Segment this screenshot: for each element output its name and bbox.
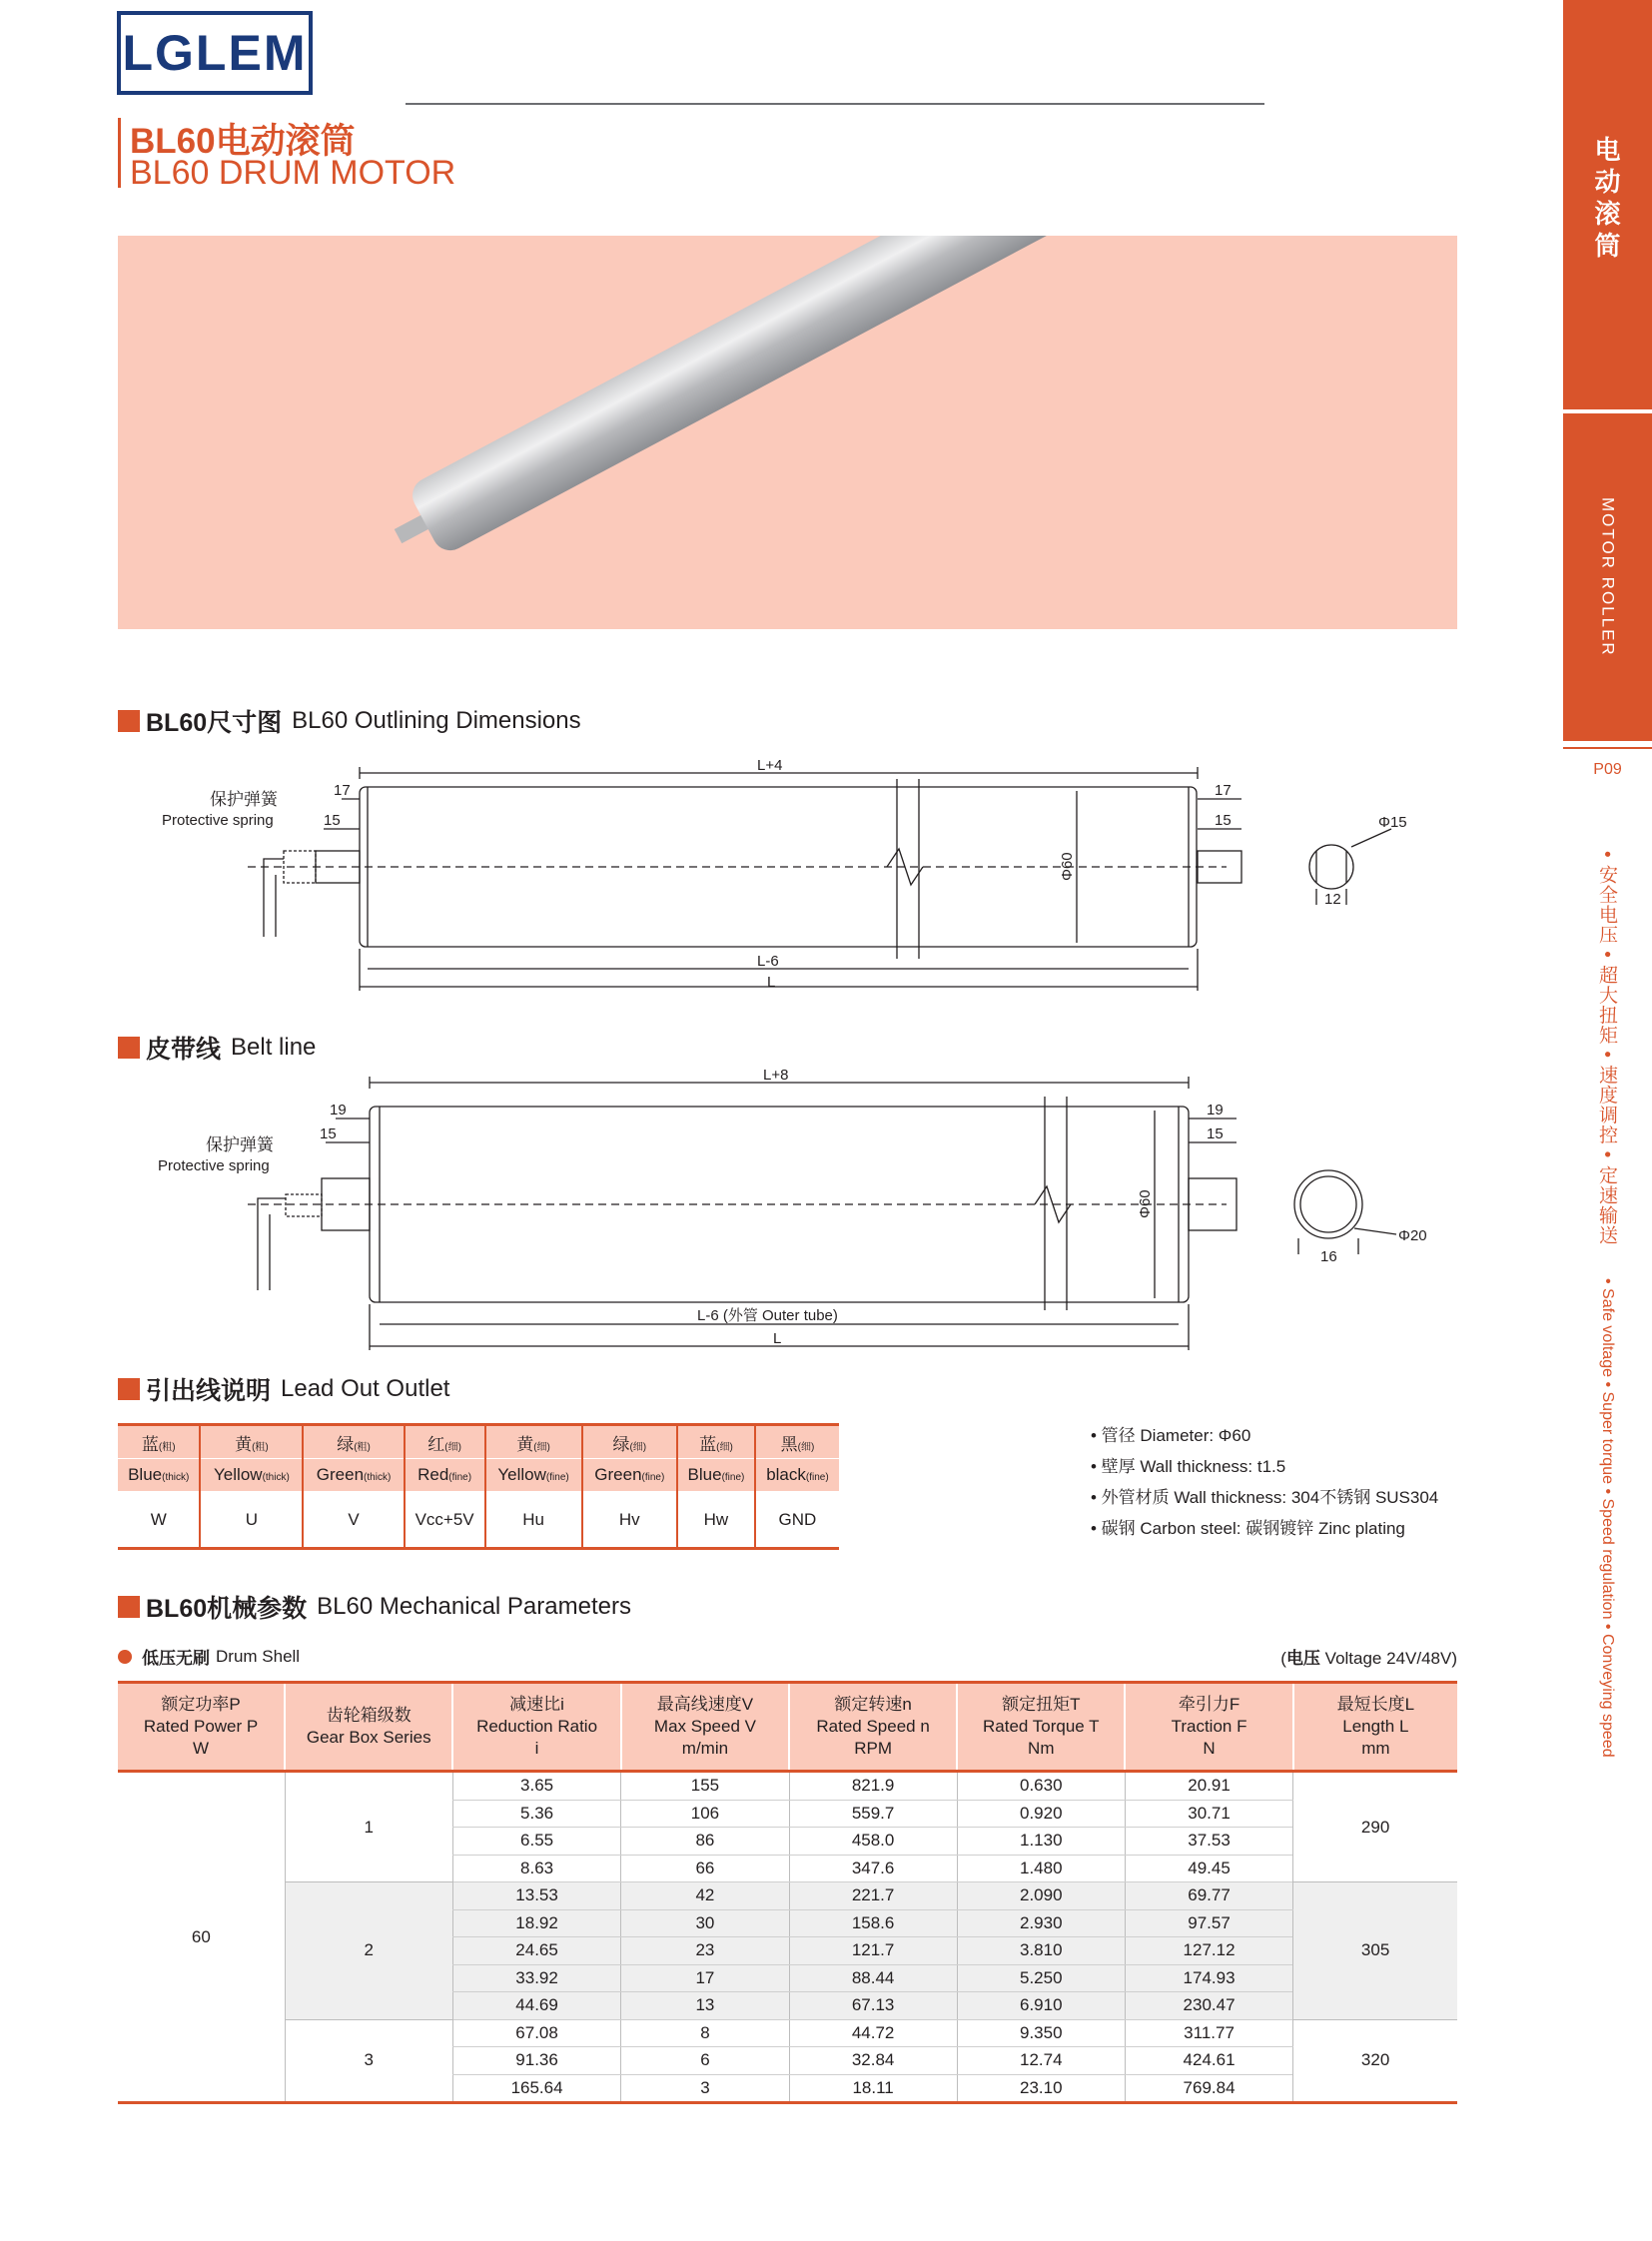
lead-out-table [118, 1423, 839, 1550]
lead-cell-value: Hu [485, 1492, 582, 1549]
lead-cell-cn: 蓝(粗) [118, 1425, 200, 1459]
data-cell: 20.91 [1125, 1772, 1292, 1801]
svg-text:L+8: L+8 [763, 1069, 789, 1084]
lead-cell-en: Green(thick) [303, 1459, 404, 1492]
svg-text:Protective spring: Protective spring [158, 1157, 270, 1174]
data-cell: 66 [621, 1855, 789, 1882]
voltage-label: (电压 Voltage 24V/48V) [1280, 1649, 1457, 1668]
section-heading-mechanical: BL60机械参数 BL60 Mechanical Parameters [118, 1590, 631, 1624]
column-header: 额定转速n Rated Speed n RPM [789, 1683, 957, 1772]
data-cell: 32.84 [789, 2047, 957, 2075]
data-cell: 769.84 [1125, 2074, 1292, 2103]
data-cell: 37.53 [1125, 1828, 1292, 1856]
data-cell: 230.47 [1125, 1992, 1292, 2020]
lead-values [118, 1492, 839, 1549]
drum-shell-label: 低压无刷 Drum Shell [118, 1644, 300, 1669]
data-cell: 174.93 [1125, 1964, 1292, 1992]
gear-series-cell: 1 [285, 1772, 452, 1882]
data-cell: 165.64 [452, 2074, 621, 2103]
spec-list [1091, 1420, 1438, 1544]
svg-text:17: 17 [1215, 782, 1232, 799]
data-cell: 13 [621, 1992, 789, 2020]
data-cell: 67.08 [452, 2019, 621, 2047]
lead-cell-value: W [118, 1492, 200, 1549]
lead-cell-value: GND [755, 1492, 839, 1549]
section-heading-dimensions: BL60尺寸图 BL60 Outlining Dimensions [118, 704, 581, 738]
drum-motor-image [118, 236, 1457, 629]
data-cell: 42 [621, 1882, 789, 1910]
data-cell: 106 [621, 1800, 789, 1828]
lead-cell-cn: 黄(粗) [200, 1425, 303, 1459]
svg-text:Φ60: Φ60 [1137, 1189, 1154, 1218]
data-cell: 0.920 [957, 1800, 1125, 1828]
column-header: 额定扭矩T Rated Torque T Nm [957, 1683, 1125, 1772]
section-marker [118, 1037, 140, 1059]
svg-text:Protective spring: Protective spring [162, 812, 274, 829]
svg-text:19: 19 [330, 1102, 347, 1119]
spec-item: • 外管材质 Wall thickness: 304不锈钢 SUS304 [1091, 1488, 1439, 1507]
svg-text:15: 15 [1207, 1125, 1224, 1142]
section-heading-lead-out: 引出线说明 Lead Out Outlet [118, 1372, 449, 1406]
lead-cell-cn: 绿(细) [582, 1425, 677, 1459]
svg-text:15: 15 [320, 1125, 337, 1142]
features-en: • Safe voltage • Super torque • Speed regulation • Conveying speed [1599, 1278, 1616, 1758]
page-number: P09 [1593, 761, 1622, 778]
data-cell: 9.350 [957, 2019, 1125, 2047]
svg-text:Φ15: Φ15 [1378, 814, 1407, 831]
data-cell: 67.13 [789, 1992, 957, 2020]
lead-cell-en: Yellow(fine) [485, 1459, 582, 1492]
data-cell: 8.63 [452, 1855, 621, 1882]
gear-series-cell: 3 [285, 2019, 452, 2103]
data-cell: 30.71 [1125, 1800, 1292, 1828]
data-cell: 0.630 [957, 1772, 1125, 1801]
dimension-drawing [118, 759, 1456, 1019]
column-header: 减速比i Reduction Ratio i [452, 1683, 621, 1772]
data-cell: 6.910 [957, 1992, 1125, 2020]
data-cell: 821.9 [789, 1772, 957, 1801]
tube-body [407, 236, 1114, 556]
header-rule [406, 103, 1264, 105]
table-row [118, 1882, 1457, 1910]
data-cell: 5.250 [957, 1964, 1125, 1992]
length-cell: 320 [1293, 2019, 1457, 2103]
bullet-dot [118, 1650, 132, 1664]
lead-cell-cn: 绿(粗) [303, 1425, 404, 1459]
page-title-cn: BL60电动滚筒 [130, 122, 356, 161]
data-cell: 91.36 [452, 2047, 621, 2075]
page-title-en: BL60 DRUM MOTOR [130, 154, 456, 192]
lead-cell-value: V [303, 1492, 404, 1549]
data-cell: 18.92 [452, 1909, 621, 1937]
data-cell: 458.0 [789, 1828, 957, 1856]
section-marker [118, 710, 140, 732]
column-header: 最高线速度V Max Speed V m/min [621, 1683, 789, 1772]
column-header: 牵引力F Traction F N [1125, 1683, 1292, 1772]
data-cell: 2.930 [957, 1909, 1125, 1937]
data-cell: 88.44 [789, 1964, 957, 1992]
brand-logo: LGLEM [117, 11, 313, 95]
data-cell: 559.7 [789, 1800, 957, 1828]
data-cell: 121.7 [789, 1937, 957, 1965]
section-marker [118, 1596, 140, 1618]
lead-header-cn [118, 1425, 839, 1459]
lead-header-en [118, 1459, 839, 1492]
data-cell: 347.6 [789, 1855, 957, 1882]
data-cell: 155 [621, 1772, 789, 1801]
data-cell: 44.72 [789, 2019, 957, 2047]
data-cell: 2.090 [957, 1882, 1125, 1910]
column-header: 最短长度L Length L mm [1293, 1683, 1457, 1772]
svg-text:Φ60: Φ60 [1059, 852, 1076, 881]
data-cell: 86 [621, 1828, 789, 1856]
data-cell: 18.11 [789, 2074, 957, 2103]
power-cell: 60 [118, 1772, 285, 2103]
data-cell: 33.92 [452, 1964, 621, 1992]
svg-text:Φ20: Φ20 [1398, 1227, 1427, 1244]
data-cell: 221.7 [789, 1882, 957, 1910]
data-cell: 30 [621, 1909, 789, 1937]
title-accent-bar [118, 118, 121, 188]
side-title-en: MOTOR ROLLER [1598, 497, 1618, 657]
gear-series-cell: 2 [285, 1882, 452, 2020]
spec-item: • 碳钢 Carbon steel: 碳钢镀锌 Zinc plating [1091, 1519, 1405, 1538]
spec-item: • 壁厚 Wall thickness: t1.5 [1091, 1457, 1286, 1476]
svg-text:16: 16 [1320, 1248, 1337, 1265]
data-cell: 23 [621, 1937, 789, 1965]
svg-text:12: 12 [1324, 891, 1341, 908]
mechanical-parameters-table [118, 1681, 1457, 2104]
side-title-cn: 电动滚筒 [1594, 135, 1621, 261]
lead-cell-value: U [200, 1492, 303, 1549]
lead-cell-cn: 黄(细) [485, 1425, 582, 1459]
data-cell: 97.57 [1125, 1909, 1292, 1937]
belt-line-drawing [118, 1069, 1456, 1368]
lead-cell-en: Blue(thick) [118, 1459, 200, 1492]
svg-text:15: 15 [1215, 812, 1232, 829]
data-cell: 69.77 [1125, 1882, 1292, 1910]
features-cn: • 安全电压 • 超大扭矩 • 速度调控 • 定速输送 [1596, 851, 1617, 1245]
svg-text:L+4: L+4 [757, 759, 783, 774]
data-cell: 6.55 [452, 1828, 621, 1856]
svg-text:保护弹簧: 保护弹簧 [206, 1135, 274, 1154]
section-heading-belt-line: 皮带线 Belt line [118, 1031, 316, 1065]
data-cell: 3 [621, 2074, 789, 2103]
table-row [118, 2019, 1457, 2047]
lead-cell-value: Vcc+5V [405, 1492, 485, 1549]
table-header-row [118, 1683, 1457, 1772]
lead-cell-en: black(fine) [755, 1459, 839, 1492]
data-cell: 17 [621, 1964, 789, 1992]
data-cell: 23.10 [957, 2074, 1125, 2103]
data-cell: 158.6 [789, 1909, 957, 1937]
data-cell: 3.65 [452, 1772, 621, 1801]
data-cell: 3.810 [957, 1937, 1125, 1965]
column-header: 齿轮箱级数 Gear Box Series [285, 1683, 452, 1772]
svg-text:17: 17 [334, 782, 351, 799]
lead-cell-cn: 黑(细) [755, 1425, 839, 1459]
data-cell: 311.77 [1125, 2019, 1292, 2047]
spec-item: • 管径 Diameter: Φ60 [1091, 1426, 1251, 1445]
section-marker [118, 1378, 140, 1400]
svg-text:19: 19 [1207, 1102, 1224, 1119]
side-rule [1563, 747, 1652, 749]
lead-cell-en: Blue(fine) [677, 1459, 755, 1492]
length-cell: 290 [1293, 1772, 1457, 1882]
svg-text:保护弹簧: 保护弹簧 [210, 790, 278, 809]
lead-cell-value: Hv [582, 1492, 677, 1549]
data-cell: 24.65 [452, 1937, 621, 1965]
svg-text:L-6: L-6 [757, 953, 779, 970]
data-cell: 127.12 [1125, 1937, 1292, 1965]
data-cell: 5.36 [452, 1800, 621, 1828]
data-cell: 49.45 [1125, 1855, 1292, 1882]
lead-cell-en: Green(fine) [582, 1459, 677, 1492]
svg-text:L: L [767, 974, 776, 991]
data-cell: 8 [621, 2019, 789, 2047]
data-cell: 44.69 [452, 1992, 621, 2020]
data-cell: 12.74 [957, 2047, 1125, 2075]
product-photo [118, 236, 1457, 629]
lead-cell-en: Red(fine) [405, 1459, 485, 1492]
lead-cell-cn: 红(细) [405, 1425, 485, 1459]
table-row [118, 1772, 1457, 1801]
column-header: 额定功率P Rated Power P W [118, 1683, 285, 1772]
data-cell: 1.130 [957, 1828, 1125, 1856]
svg-text:L: L [773, 1330, 782, 1347]
data-cell: 13.53 [452, 1882, 621, 1910]
data-cell: 424.61 [1125, 2047, 1292, 2075]
length-cell: 305 [1293, 1882, 1457, 2020]
svg-text:15: 15 [324, 812, 341, 829]
data-cell: 1.480 [957, 1855, 1125, 1882]
lead-cell-en: Yellow(thick) [200, 1459, 303, 1492]
lead-cell-value: Hw [677, 1492, 755, 1549]
svg-text:L-6 (外管 Outer tube): L-6 (外管 Outer tube) [697, 1307, 838, 1324]
data-cell: 6 [621, 2047, 789, 2075]
lead-cell-cn: 蓝(细) [677, 1425, 755, 1459]
